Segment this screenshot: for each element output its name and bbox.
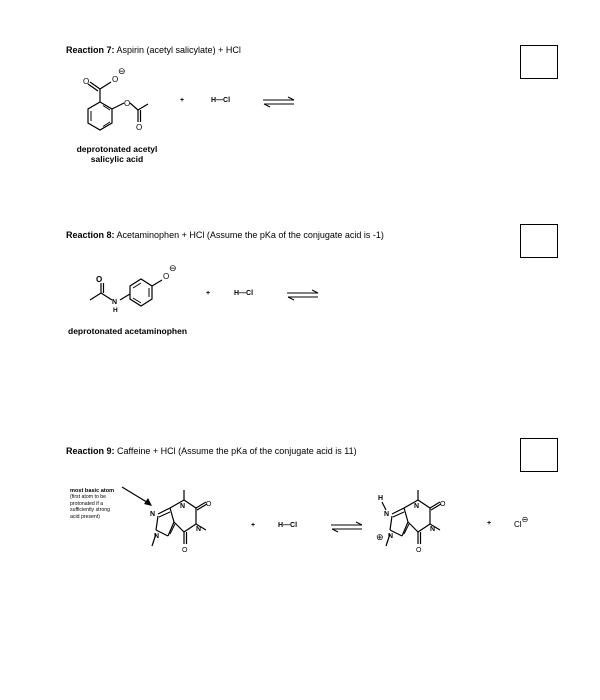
note-title: most basic atom xyxy=(70,488,115,494)
atom-h: H xyxy=(113,307,118,314)
atom-o: O xyxy=(112,75,119,84)
reaction-7-title xyxy=(66,45,241,55)
atom-n: N xyxy=(384,511,390,518)
reaction-7-label: Reaction 7: xyxy=(66,45,115,55)
reaction-7-caption xyxy=(58,144,176,164)
atom-o: O xyxy=(136,123,143,132)
atom-o: O xyxy=(416,547,422,554)
reaction-9-reagent: H—Cl xyxy=(278,522,298,529)
atom-n: N xyxy=(414,503,420,510)
reaction-8-title xyxy=(66,230,384,240)
atom-o: O xyxy=(163,272,170,281)
reaction-7-caption-line2: salicylic acid xyxy=(90,154,144,164)
protonated-caffeine-structure xyxy=(370,484,460,566)
note-line: protonated if a xyxy=(70,500,104,507)
equilibrium-arrow-icon xyxy=(262,96,296,108)
caffeine-structure xyxy=(142,486,222,566)
chloride-label: Cl xyxy=(514,520,522,529)
equilibrium-arrow-icon xyxy=(330,521,364,533)
reaction-9-plus: + xyxy=(251,522,256,529)
note-line: acid present) xyxy=(70,513,100,520)
chloride-ion xyxy=(514,515,529,529)
note-line: sufficiently strong xyxy=(70,507,110,514)
minus-charge-icon: ⊖ xyxy=(169,263,177,273)
reaction-8-text: Acetaminophen + HCl (Assume the pKa of the conjugate acid is -1) xyxy=(116,230,384,240)
reaction-7-caption-line1: deprotonated acetyl xyxy=(76,144,158,154)
atom-h: H xyxy=(378,495,384,502)
reaction-8-plus: + xyxy=(206,290,211,297)
minus-charge-icon: ⊖ xyxy=(118,66,126,76)
atom-n: N xyxy=(196,526,202,533)
reaction-8-label: Reaction 8: xyxy=(66,230,115,240)
atom-o: O xyxy=(182,547,188,554)
reaction-9-label: Reaction 9: xyxy=(66,446,115,456)
equilibrium-arrow-icon xyxy=(286,289,320,301)
atom-o: O xyxy=(206,501,212,508)
reaction-7-plus: + xyxy=(180,97,185,104)
atom-n: N xyxy=(112,299,118,306)
reaction-9-answer-box[interactable] xyxy=(520,438,558,472)
atom-o: O xyxy=(96,275,103,284)
reaction-7-answer-box[interactable] xyxy=(520,45,558,79)
atom-n: N xyxy=(388,533,394,540)
atom-n: N xyxy=(154,533,160,540)
reaction-9-plus-2: + xyxy=(487,520,492,527)
reaction-7-reagent: H—Cl xyxy=(211,97,231,104)
atom-n: N xyxy=(430,526,436,533)
acetaminophen-anion-structure xyxy=(82,262,192,324)
reaction-8-answer-box[interactable] xyxy=(520,224,558,258)
aspirin-anion-structure xyxy=(70,62,190,144)
atom-o: O xyxy=(124,99,131,108)
atom-n: N xyxy=(150,511,156,518)
reaction-9-title xyxy=(66,446,357,456)
plus-charge-icon: ⊕ xyxy=(376,532,384,542)
reaction-7-text: Aspirin (acetyl salicylate) + HCl xyxy=(116,45,241,55)
minus-charge-icon: ⊖ xyxy=(521,515,529,524)
reaction-8-caption: deprotonated acetaminophen xyxy=(68,326,188,336)
note-line: (first atom to be xyxy=(70,494,107,501)
atom-o: O xyxy=(83,77,90,86)
atom-o: O xyxy=(440,501,446,508)
reaction-9-text: Caffeine + HCl (Assume the pKa of the conjugate acid is 11) xyxy=(117,446,357,456)
reaction-8-reagent: H—Cl xyxy=(234,290,254,297)
atom-n: N xyxy=(180,503,186,510)
